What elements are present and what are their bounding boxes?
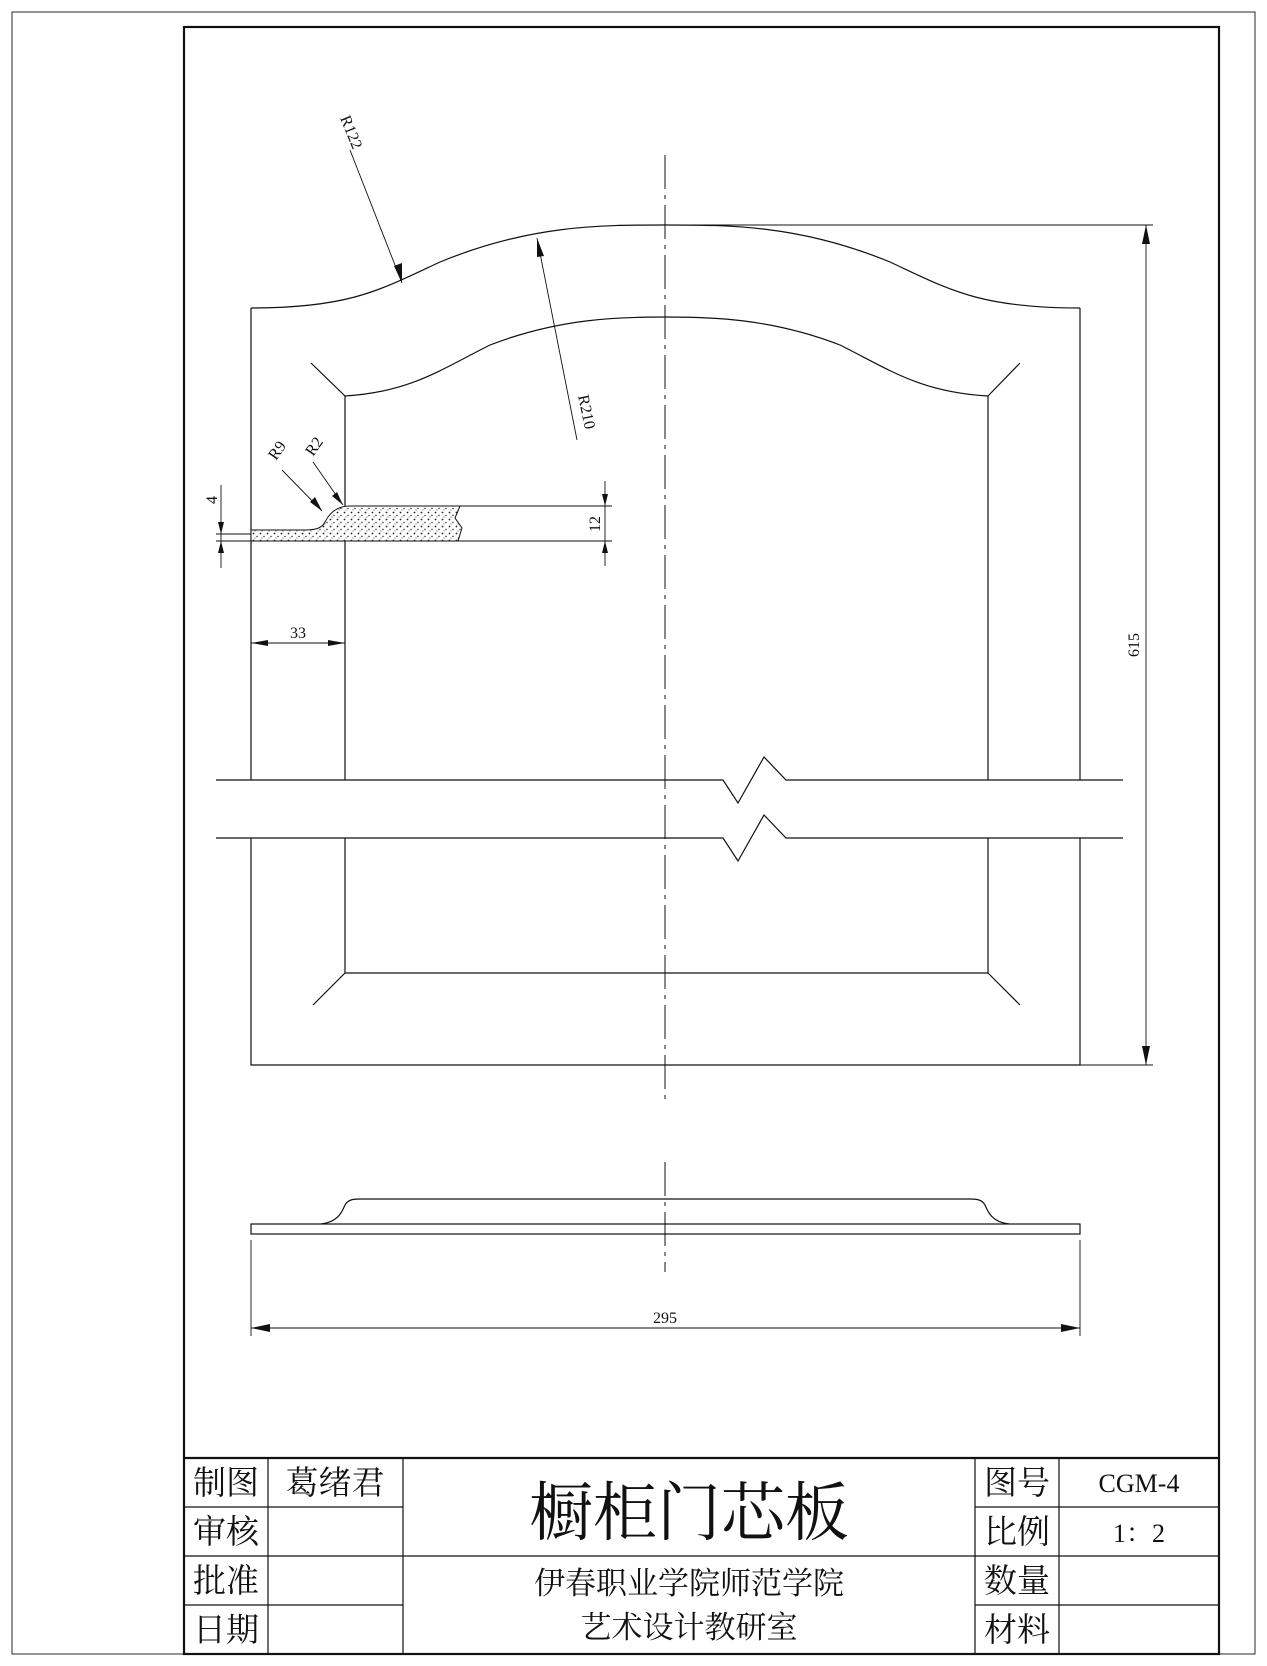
raised-panel-field: [345, 396, 988, 973]
dim-12-arrow-bottom: [602, 541, 608, 553]
dim-615-label: 615: [1126, 633, 1143, 657]
dim-33-arrow-left: [251, 640, 268, 646]
dim-615-arrow-top: [1142, 225, 1150, 244]
dim-4-label: 4: [204, 496, 221, 504]
scale-label: 比例: [984, 1512, 1050, 1551]
institution-line-2: 艺术设计教研室: [580, 1610, 798, 1646]
drawing-no: CGM-4: [1098, 1469, 1180, 1498]
date-label: 日期: [193, 1610, 259, 1649]
dim-4-arrow-bottom: [218, 541, 224, 553]
r122-leader: [350, 150, 402, 283]
break-line-lower: [216, 815, 1123, 861]
dim-12-arrow-top: [602, 494, 608, 506]
dim-615-arrow-bottom: [1142, 1046, 1150, 1065]
r122-arrow: [394, 263, 402, 283]
r2-label: R2: [302, 434, 327, 460]
r9-arrow: [310, 497, 322, 511]
r210-leader: [537, 238, 577, 440]
r2-arrow: [332, 492, 343, 505]
material-label: 材料: [984, 1610, 1050, 1649]
r210-arrow: [537, 238, 544, 257]
drawing-title: 橱柜门芯板: [529, 1477, 849, 1551]
bevel-line-br: [988, 973, 1020, 1005]
dim-33-arrow-right: [328, 640, 345, 646]
dim-33-label: 33: [290, 625, 306, 642]
quantity-label: 数量: [984, 1561, 1050, 1600]
scale-value: 1：2: [1112, 1519, 1166, 1548]
drafter-label: 制图: [193, 1463, 259, 1502]
drafter-name: 葛绪君: [285, 1463, 385, 1502]
reviewer-label: 审核: [193, 1512, 259, 1551]
section-hatch: [251, 506, 462, 541]
dim-4-arrow-top: [218, 522, 224, 534]
r9-label: R9: [265, 438, 290, 464]
approver-label: 批准: [193, 1561, 259, 1600]
dim-295-arrow-right: [1061, 1324, 1080, 1332]
drawing-no-label: 图号: [984, 1463, 1050, 1502]
institution-line-1: 伊春职业学院师范学院: [534, 1566, 844, 1602]
front-view: [204, 113, 1153, 1100]
dim-295-arrow-left: [251, 1324, 270, 1332]
title-block: [184, 1458, 1219, 1654]
section-detail: [216, 506, 612, 541]
bevel-line-bl: [313, 973, 345, 1005]
drawing-frame: [184, 27, 1219, 1654]
bevel-line-tr: [988, 363, 1020, 396]
raised-panel-arch: [345, 317, 988, 396]
outer-border: [12, 12, 1255, 1654]
r122-label: R122: [336, 113, 366, 152]
dim-12-label: 12: [587, 516, 604, 532]
break-line-upper: [216, 757, 1123, 803]
bevel-line-tl: [311, 363, 345, 396]
r210-label: R210: [574, 393, 598, 431]
dim-295-label: 295: [653, 1310, 677, 1327]
side-view: [251, 1162, 1080, 1336]
